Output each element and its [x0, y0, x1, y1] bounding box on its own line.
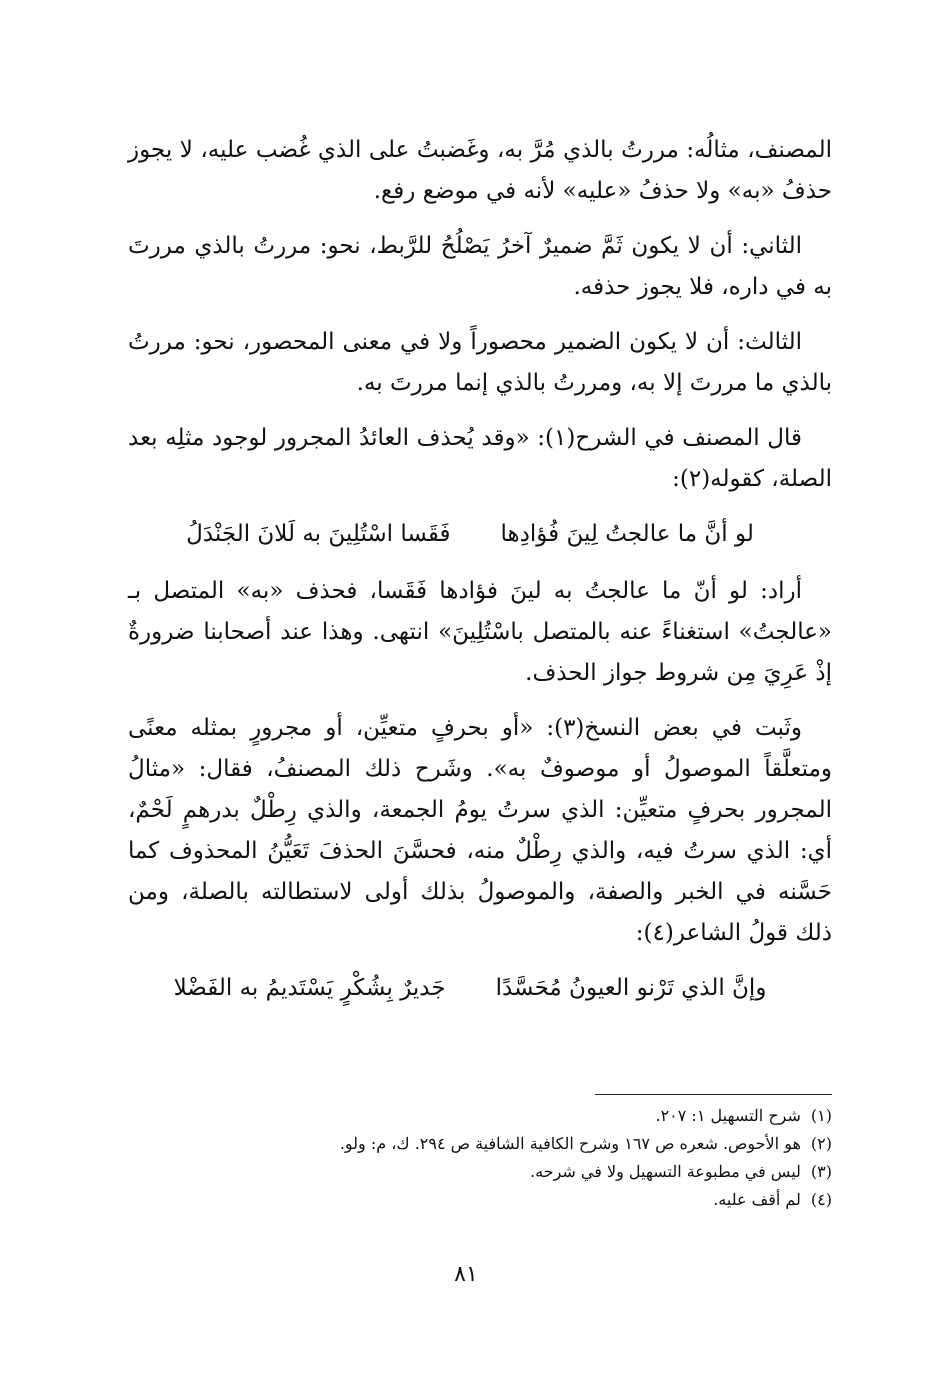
verse-1	[128, 514, 832, 555]
footnote-separator	[595, 1094, 832, 1095]
footnote-text: هو الأحوص. شعره ص ١٦٧ وشرح الكافية الشافية ص ٢٩٤. ك، م: ولو.	[339, 1134, 801, 1153]
footnote-number: (١)	[810, 1106, 832, 1125]
footnote-text: ليس في مطبوعة التسهيل ولا في شرحه.	[530, 1162, 801, 1181]
paragraph-3: الثالث: أن لا يكون الضمير محصوراً ولا في معنى المحصور، نحو: مررتُ بالذي ما مررتَ إلا به، ومررتُ بالذي إنما مررتَ به.	[128, 329, 832, 396]
verse-2-first-hemistich: وإنَّ الذي تَرْنو العيونُ مُحَسَّدًا	[495, 975, 767, 1001]
footnotes	[128, 1102, 832, 1214]
paragraph-5: أراد: لو أنّ ما عالجتُ به لينَ فؤادها فَقَسا، فحذف «به» المتصل بـ «عالجتُ» استغناءً عنه بالمتصل باسْتُلِينَ» انتهى. وهذا عند أصحابنا ضرورةٌ إذْ عَرِيَ مِن شروط جواز الحذف.	[128, 578, 832, 686]
verse-1-second-hemistich: فَقَسا اسْتُلِينَ به لَلانَ الجَنْدَلُ	[186, 521, 451, 547]
paragraph-4: قال المصنف في الشرح(١): «وقد يُحذف العائدُ المجرور لوجود مثلِه بعد الصلة، كقوله(٢):	[128, 425, 832, 492]
footnote-3	[128, 1158, 832, 1186]
paragraph-6: وثَبت في بعض النسخ(٣): «أو بحرفٍ متعيِّن، أو مجرورٍ بمثله معنًى ومتعلَّقاً الموصولُ أو موصوفٌ به». وشَرح ذلك المصنفُ، فقال: «مثالُ المجرور بحرفٍ متعيِّن: الذي سرتُ يومُ الجمعة، والذي رِطْلٌ بدرهمٍ لَحْمٌ، أي: الذي سرتُ فيه، والذي رِطْلٌ منه، فحسَّنَ الحذفَ تَعَيُّنُ المحذوف كما حَسَّنه في الخبر والصفة، والموصولُ بذلك أولى لاستطالته بالصلة، ومن ذلك قولُ الشاعر(٤):	[128, 715, 832, 946]
verse-1-first-hemistich: لو أنَّ ما عالجتُ لِينَ فُؤادِها	[500, 521, 754, 547]
footnote-2	[128, 1130, 832, 1158]
main-text	[128, 130, 832, 1025]
footnote-number: (٤)	[810, 1190, 832, 1209]
footnote-text: شرح التسهيل ١: ٢٠٧.	[655, 1106, 801, 1125]
footnote-1	[128, 1102, 832, 1130]
page-number: ٨١	[454, 1262, 478, 1287]
paragraph-1: المصنف، مثالُه: مررتُ بالذي مُرَّ به، وغَضبتُ على الذي غُضب عليه، لا يجوز حذفُ «به» ولا حذفُ «عليه» لأنه في موضع رفع.	[128, 137, 832, 204]
footnote-number: (٢)	[810, 1134, 832, 1153]
footnote-number: (٣)	[810, 1162, 832, 1181]
footnote-4	[128, 1186, 832, 1214]
verse-2	[128, 968, 832, 1009]
footnote-text: لم أقف عليه.	[713, 1190, 801, 1209]
verse-2-second-hemistich: جَديرٌ بِشُكْرٍ يَسْتَديمُ به الفَضْلا	[173, 975, 446, 1001]
paragraph-2: الثاني: أن لا يكون ثَمَّ ضميرٌ آخرُ يَصْلُحُ للرَّبط، نحو: مررتُ بالذي مررتَ به في داره، فلا يجوز حذفه.	[128, 233, 832, 300]
